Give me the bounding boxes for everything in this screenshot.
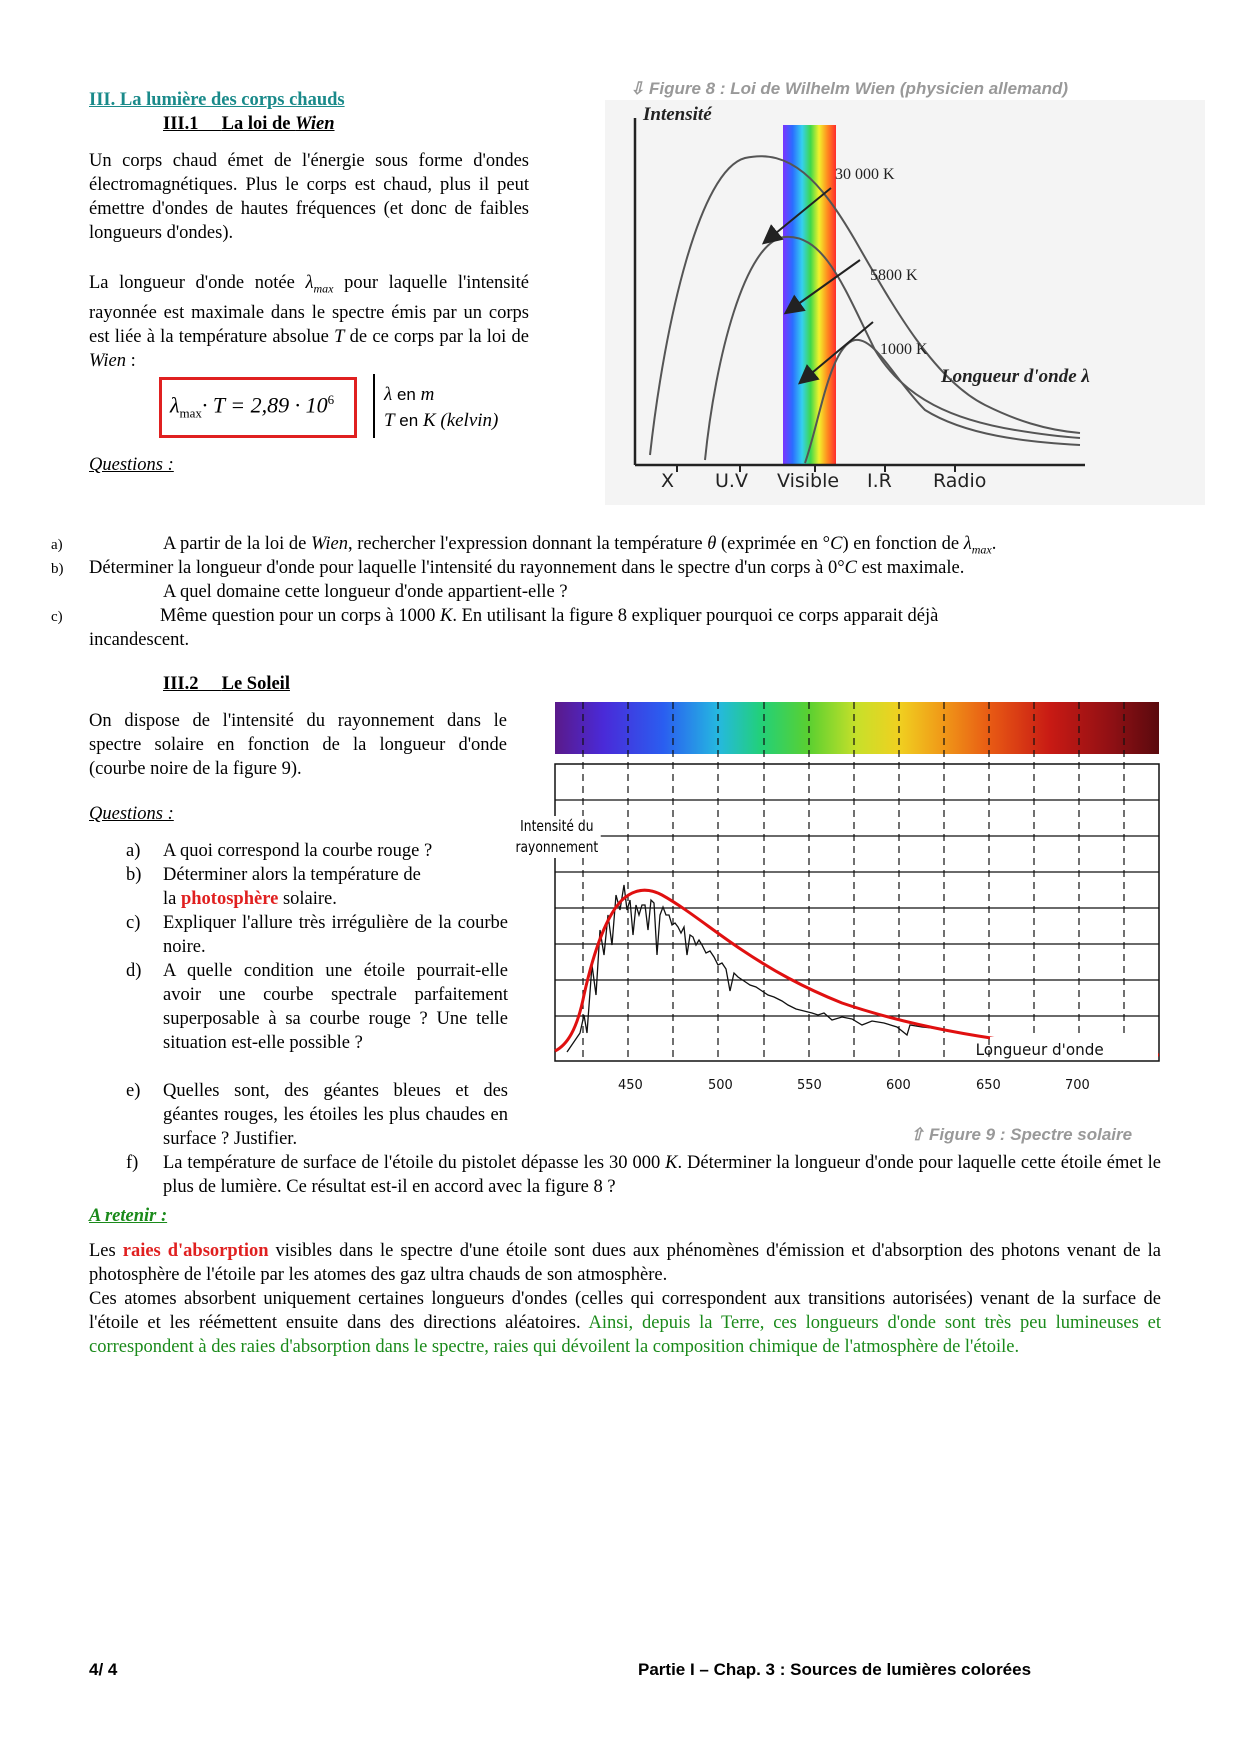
p2-text-b: pour laquelle l'intensité rayonnée est maximale dans le spectre émis par un corps est liée à la température absolue xyxy=(89,273,529,347)
p2-text-a: La longueur d'onde notée xyxy=(89,273,295,293)
p2-text-c: de ce corps par la loi de xyxy=(349,326,530,347)
question-b-text: Déterminer la longueur d'onde pour laquelle l'intensité du rayonnement dans le spectre d'un corps à 0°C est maximale. xyxy=(89,558,965,578)
q2-a-label: a) xyxy=(126,841,141,861)
subsection-number: III.1 xyxy=(163,114,199,134)
figure9-chart xyxy=(512,695,1172,1115)
figure9-xlabel: Longueur d'onde xyxy=(975,1040,1104,1060)
figure8-chart xyxy=(605,100,1205,505)
tick-600: 600 xyxy=(886,1078,911,1093)
questions-label-2: Questions : xyxy=(89,804,174,824)
subsection-title-2: III.2 Le Soleil xyxy=(163,674,290,694)
tick-ir: I.R xyxy=(867,470,892,492)
tick-x: X xyxy=(661,470,675,492)
question-a-text: A partir de la loi de Wien, rechercher l'expression donnant la température θ (exprimée en °C) en fonction de $\lambda_{max}$. xyxy=(163,534,997,557)
section-title: III. La lumière des corps chauds xyxy=(89,90,345,110)
footer-chapter: Partie I – Chap. 3 : Sources de lumières colorées xyxy=(638,1660,1032,1679)
question-b-line2: A quel domaine cette longueur d'onde appartient-elle ? xyxy=(163,582,568,602)
q2-c-label: c) xyxy=(126,913,141,933)
retenir-p2: Ces atomes absorbent uniquement certaines longueurs d'ondes (celles qui correspondent aux transitions autorisées) venant de la surface de l'étoile et les réémettent ensuite dans des directions aléatoires. Ainsi, depuis la Terre, ces longueurs d'onde sont très peu lumineuses et correspondent à des raies d'absorption dans le spectre, raies qui dévoilent la composition chimique de l'atmosphère de l'étoile. xyxy=(89,1289,1162,1357)
q2-c-text: Expliquer l'allure très irrégulière de la courbe noire. xyxy=(163,913,508,957)
unit-lambda: λ en m xyxy=(384,384,435,405)
p2-T: T xyxy=(334,326,345,347)
tick-550: 550 xyxy=(797,1078,822,1093)
subsection-title-1 xyxy=(163,114,335,135)
q2-a-text: A quoi correspond la courbe rouge ? xyxy=(163,841,433,861)
paragraph-soleil: On dispose de l'intensité du rayonnement dans le spectre solaire en fonction de la longueur d'onde (courbe noire de la figure 9). xyxy=(89,711,507,779)
tick-700: 700 xyxy=(1065,1078,1090,1093)
unit-T: T en K (kelvin) xyxy=(384,410,499,431)
tick-visible: Visible xyxy=(777,470,840,492)
figure8-ylabel: Intensité xyxy=(643,104,712,125)
tick-650: 650 xyxy=(976,1078,1001,1093)
curve-1000K xyxy=(805,340,1080,463)
retenir-p1: Les raies d'absorption visibles dans le spectre d'une étoile sont dues aux phénomènes d'émission et d'absorption des photons venant de la photosphère de l'étoile par les atomes des gaz ultra chauds de son atmosphère. xyxy=(89,1241,1161,1285)
subsection-label: La loi de xyxy=(221,114,296,134)
tick-500: 500 xyxy=(708,1078,733,1093)
question-c-line2: incandescent. xyxy=(89,630,190,650)
question-b: b) xyxy=(51,561,64,577)
figure9-caption: ⇧ Figure 9 : Spectre solaire xyxy=(910,1125,1133,1144)
figure9-ylabel: Intensité du rayonnement xyxy=(513,816,601,858)
subsection-label-wien: Wien xyxy=(295,114,335,134)
q2-e-label: e) xyxy=(126,1081,141,1101)
question-a: a) xyxy=(51,537,63,553)
formula: $\lambda_{max}\cdot T = 2,89 \cdot 10^6$ xyxy=(170,392,335,421)
figure8-caption: ⇩ Figure 8 : Loi de Wilhelm Wien (physicien allemand) xyxy=(630,79,1069,98)
color-spectrum-bar xyxy=(555,702,1159,754)
q2-d-label: d) xyxy=(126,961,142,981)
tick-450: 450 xyxy=(618,1078,643,1093)
paragraph-wien-law xyxy=(89,271,529,373)
tick-uv: U.V xyxy=(715,470,748,492)
questions-label-1: Questions : xyxy=(89,455,174,475)
q2-e-text: Quelles sont, des géantes bleues et des géantes rouges, les étoiles les plus chaudes en surface ? Justifier. xyxy=(163,1081,508,1149)
formula-separator xyxy=(373,374,375,438)
p2-wien: Wien xyxy=(89,350,126,371)
figure9 xyxy=(512,695,1172,1115)
q2-d-text: A quelle condition une étoile pourrait-elle avoir une courbe spectrale parfaitement superposable à sa courbe rouge ? Une telle situation est-elle possible ? xyxy=(163,961,508,1053)
p2-text-d: : xyxy=(126,350,136,371)
formula-box xyxy=(159,377,357,438)
retenir-label: A retenir : xyxy=(89,1206,168,1226)
paragraph-intro: Un corps chaud émet de l'énergie sous forme d'ondes électromagnétiques. Plus le corps est chaud, plus il peut émettre d'ondes de hautes fréquences (et donc de faibles longueurs d'ondes). xyxy=(89,151,529,243)
footer-page: 4/ 4 xyxy=(89,1660,118,1679)
figure8-xlabel: Longueur d'onde λ xyxy=(941,366,1090,387)
formula-units xyxy=(384,382,498,434)
curve-30000K xyxy=(650,156,1080,455)
q2-b-label: b) xyxy=(126,865,142,885)
label-1000K: 1000 K xyxy=(880,341,928,358)
lambda-symbol: $\lambda_{max}$ xyxy=(305,273,334,296)
label-5800K: 5800 K xyxy=(870,267,918,284)
tick-radio: Radio xyxy=(933,470,987,492)
q2-b-text: Déterminer alors la température de la photosphère solaire. xyxy=(163,865,421,909)
solar-spectrum-curve xyxy=(567,885,942,1052)
question-c-text: Même question pour un corps à 1000 K. En utilisant la figure 8 expliquer pourquoi ce corps apparait déjà xyxy=(160,606,939,626)
q2-f-label: f) xyxy=(126,1153,139,1173)
question-c: c) xyxy=(51,609,63,625)
figure8 xyxy=(605,100,1205,505)
label-30000K: 30 000 K xyxy=(835,166,895,183)
q2-f-text: La température de surface de l'étoile du pistolet dépasse les 30 000 K. Déterminer la longueur d'onde pour laquelle cette étoile émet le plus de lumière. Ce résultat est-il en accord avec la figure 8 ? xyxy=(163,1153,1161,1197)
